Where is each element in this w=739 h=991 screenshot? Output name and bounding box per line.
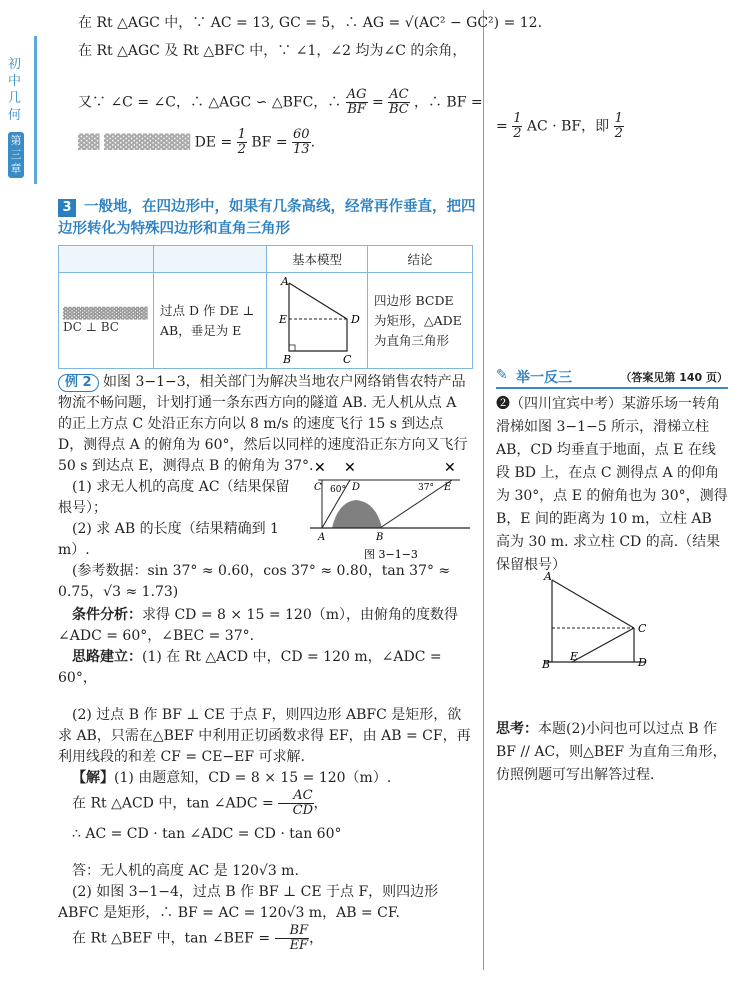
table-header-model: 基本模型 <box>267 246 368 273</box>
table-header-blank <box>59 246 154 273</box>
table-method: 过点 D 作 DE ⊥ AB，垂足为 E <box>154 273 267 369</box>
table-conclusion: 四边形 BCDE 为矩形，△ADE 为直角三角形 <box>368 273 473 369</box>
idea-2: (2) 过点 B 作 BF ⊥ CE 于点 F，则四边形 ABFC 是矩形，欲求 AB，只需在△BEF 中利用正切函数求得 EF，由 AB = CF，再利用线段的和差 CF = CE−EF 可求解. <box>58 707 471 765</box>
figure-3-1-3 <box>310 458 470 562</box>
label-b: B <box>283 353 292 365</box>
label-a: A <box>544 570 552 583</box>
fraction <box>346 88 368 117</box>
label-b: B <box>542 658 551 671</box>
analysis-label: 条件分析： <box>72 607 142 623</box>
numerator: 1 <box>237 127 246 142</box>
denominator: 2 <box>513 126 522 141</box>
think-label: 思考： <box>496 721 538 737</box>
label-e: E <box>570 650 579 663</box>
label-c: C <box>638 622 647 635</box>
label-c: C <box>343 353 352 365</box>
text-run: ， <box>313 795 328 812</box>
trapezoid-outline <box>289 283 347 351</box>
section-number: 3 <box>58 199 76 217</box>
fraction <box>237 128 247 157</box>
text-run: ， <box>309 930 324 947</box>
mountain-icon <box>332 500 382 528</box>
solution-text-2: 在 Rt △ACD 中，tan ∠ADC = <box>72 795 274 812</box>
analysis-text: 求得 CD = 8 × 15 = 120（m），由俯角的度数得 ∠ADC = 60°，∠BEC = 37°. <box>58 607 458 644</box>
answer-reference: （答案见第 140 页） <box>620 371 728 384</box>
trapezoid-figure <box>267 273 367 365</box>
denominator: BF <box>347 102 366 117</box>
idea <box>58 647 473 689</box>
analysis <box>58 605 473 647</box>
numerator: AC <box>278 789 313 804</box>
column-divider <box>483 10 484 970</box>
numerator: AC <box>389 87 409 102</box>
solution-text-1: (1) 由题意知，CD = 8 × 15 = 120（m）. <box>114 770 392 786</box>
table-header-conclusion: 结论 <box>368 246 473 273</box>
solution-text-6: 在 Rt △BEF 中，tan ∠BEF = <box>72 930 271 947</box>
numerator: 1 <box>614 111 623 126</box>
label-d: D <box>351 313 360 326</box>
practice-title: 举一反三 <box>516 370 572 386</box>
section-title: 一般地，在四边形中，如果有几条高线，经常再作垂直，把四边形转化为特殊四边形和直角三角形 <box>58 199 476 237</box>
solution-6 <box>58 924 473 953</box>
slide-ce <box>572 628 634 662</box>
reference-data: (参考数据：sin 37° ≈ 0.60，cos 37° ≈ 0.80，tan 37° ≈ 0.75，√3 ≈ 1.73) <box>58 563 451 600</box>
pencil-icon: ✎ <box>496 367 508 383</box>
example-text: 如图 3−1−3，相关部门为解决当地农户网络销售农特产品物流不畅问题，计划打通一条东西方向的隧道 AB. 无人机从点 A 的正上方点 C 处沿正东方向以 8 m/s 的速度飞行 15 s 到达点 D，测得点 A 的俯角为 60°，然后以同样的速度沿正东方向又飞行 50 s 到达点 E，测得点 B 的俯角为 37°. <box>58 374 468 474</box>
denominator: BC <box>388 102 409 117</box>
numerator: BF <box>275 924 310 939</box>
side-tab-text: 初中几何 <box>8 57 23 123</box>
practice-problem: ❷（四川宜宾中考）某游乐场一转角滑梯如图 3−1−5 所示，滑梯立柱 AB，CD 均垂直于地面，点 E 在线段 BD 上，在点 C 测得点 A 的仰角为 30°，点 E 的俯角也为 30°，测得 B，E 间的距离为 10 m，立柱 AB 高为 30 m. 求立柱 CD 的高.（结果保留根号） <box>496 396 728 573</box>
top-line-1: 在 Rt △AGC 中，∵ AC = 13, GC = 5，∴ AG = √(AC² − GC²) = 12. <box>78 15 543 31</box>
label-d: D <box>638 656 647 669</box>
solution-1 <box>58 768 473 789</box>
numerator: AG <box>346 87 367 102</box>
top-line-2: 在 Rt △AGC 及 Rt △BFC 中，∵ ∠1，∠2 均为∠C 的余角， <box>78 43 467 59</box>
fraction <box>275 924 310 953</box>
denominator: 13 <box>293 142 310 157</box>
text-run: DE = <box>194 134 233 151</box>
label-e: E <box>444 482 452 493</box>
label-d: D <box>352 482 361 493</box>
label-e: E <box>279 313 288 326</box>
right-angle-mark <box>289 345 295 351</box>
idea-text-1: (1) 在 Rt △ACD 中，CD = 120 m，∠ADC = 60°， <box>58 649 442 686</box>
idea-label: 思路建立： <box>72 649 142 665</box>
text-run: = <box>496 118 508 135</box>
drone-icon: ✕ <box>444 460 456 476</box>
solution-5: (2) 如图 3−1−4，过点 B 作 BF ⊥ CE 于点 F，则四边形 ABFC 是矩形，∴ BF = AC = 120√3 m，AB = CF. <box>58 884 439 921</box>
right-top-line <box>496 112 624 141</box>
text-run: ，∴ BF = <box>413 94 483 111</box>
think-text: 本题(2)小问也可以过点 B 作 BF // AC，则△BEF 为直角三角形，仿照例题可写出解答过程. <box>496 721 727 783</box>
text-run: AC · BF，即 <box>526 118 610 135</box>
label-b: B <box>376 532 384 543</box>
numerator: 1 <box>513 111 522 126</box>
solution-4: 答：无人机的高度 AC 是 120√3 m. <box>72 863 299 879</box>
chapter-label: 第三章 <box>8 132 24 178</box>
table-stub-cell: ▓▓▓▓▓▓▓▓▓▓ DC ⊥ BC <box>59 273 154 369</box>
example-badge: 例 2 <box>58 374 99 392</box>
denominator: 2 <box>614 126 623 141</box>
fraction <box>512 112 522 141</box>
drone-icon: ✕ <box>344 460 356 476</box>
figure-3-1-5 <box>536 570 686 678</box>
fraction <box>614 112 624 141</box>
solution-3: ∴ AC = CD · tan ∠ADC = CD · tan 60° <box>72 826 342 842</box>
denominator: CD <box>292 803 314 818</box>
angle-60: 60° <box>330 485 346 495</box>
practice-header <box>496 367 728 389</box>
question-1: (1) 求无人机的高度 AC（结果保留根号）； <box>58 479 290 516</box>
top-line-3: 又∵ ∠C = ∠C，∴ △AGC ∽ △BFC，∴ $\frac{AG}{BF}$ = $\frac{AC}{BC}$ ，∴ BF = <box>78 87 483 117</box>
text-run: BF = <box>251 134 288 151</box>
solution-2 <box>58 789 473 818</box>
table-stub-text: DC ⊥ BC <box>63 320 119 334</box>
table-header-blank <box>154 246 267 273</box>
label-a: A <box>281 275 289 288</box>
table-model-figure <box>267 273 368 369</box>
top-line-4: ▓▓ ▓▓▓▓▓▓▓▓ DE = $\frac{1}{2}$ BF = $\frac{60}{13}$ . <box>78 127 316 157</box>
fraction <box>388 88 409 117</box>
section-heading <box>58 196 478 240</box>
drone-icon: ✕ <box>314 460 326 476</box>
denominator: EF <box>289 938 309 953</box>
chapter-side-tab <box>0 36 37 184</box>
label-c: C <box>314 482 322 493</box>
angle-37: 37° <box>418 483 434 493</box>
fraction <box>292 128 311 157</box>
numerator: 60 <box>293 127 310 142</box>
sight-line-e <box>380 480 452 528</box>
fraction <box>278 789 313 818</box>
slide-ac <box>552 580 634 628</box>
label-a: A <box>318 532 326 543</box>
think-note <box>496 718 728 787</box>
denominator: 2 <box>237 142 246 157</box>
question-2: (2) 求 AB 的长度（结果精确到 1 m）. <box>58 521 279 558</box>
figure-caption: 图 3−1−3 <box>364 548 418 561</box>
solution-label: 【解】 <box>72 770 114 786</box>
model-table <box>58 245 473 369</box>
text-run: 又∵ ∠C = ∠C，∴ △AGC ∽ △BFC，∴ <box>78 94 342 111</box>
